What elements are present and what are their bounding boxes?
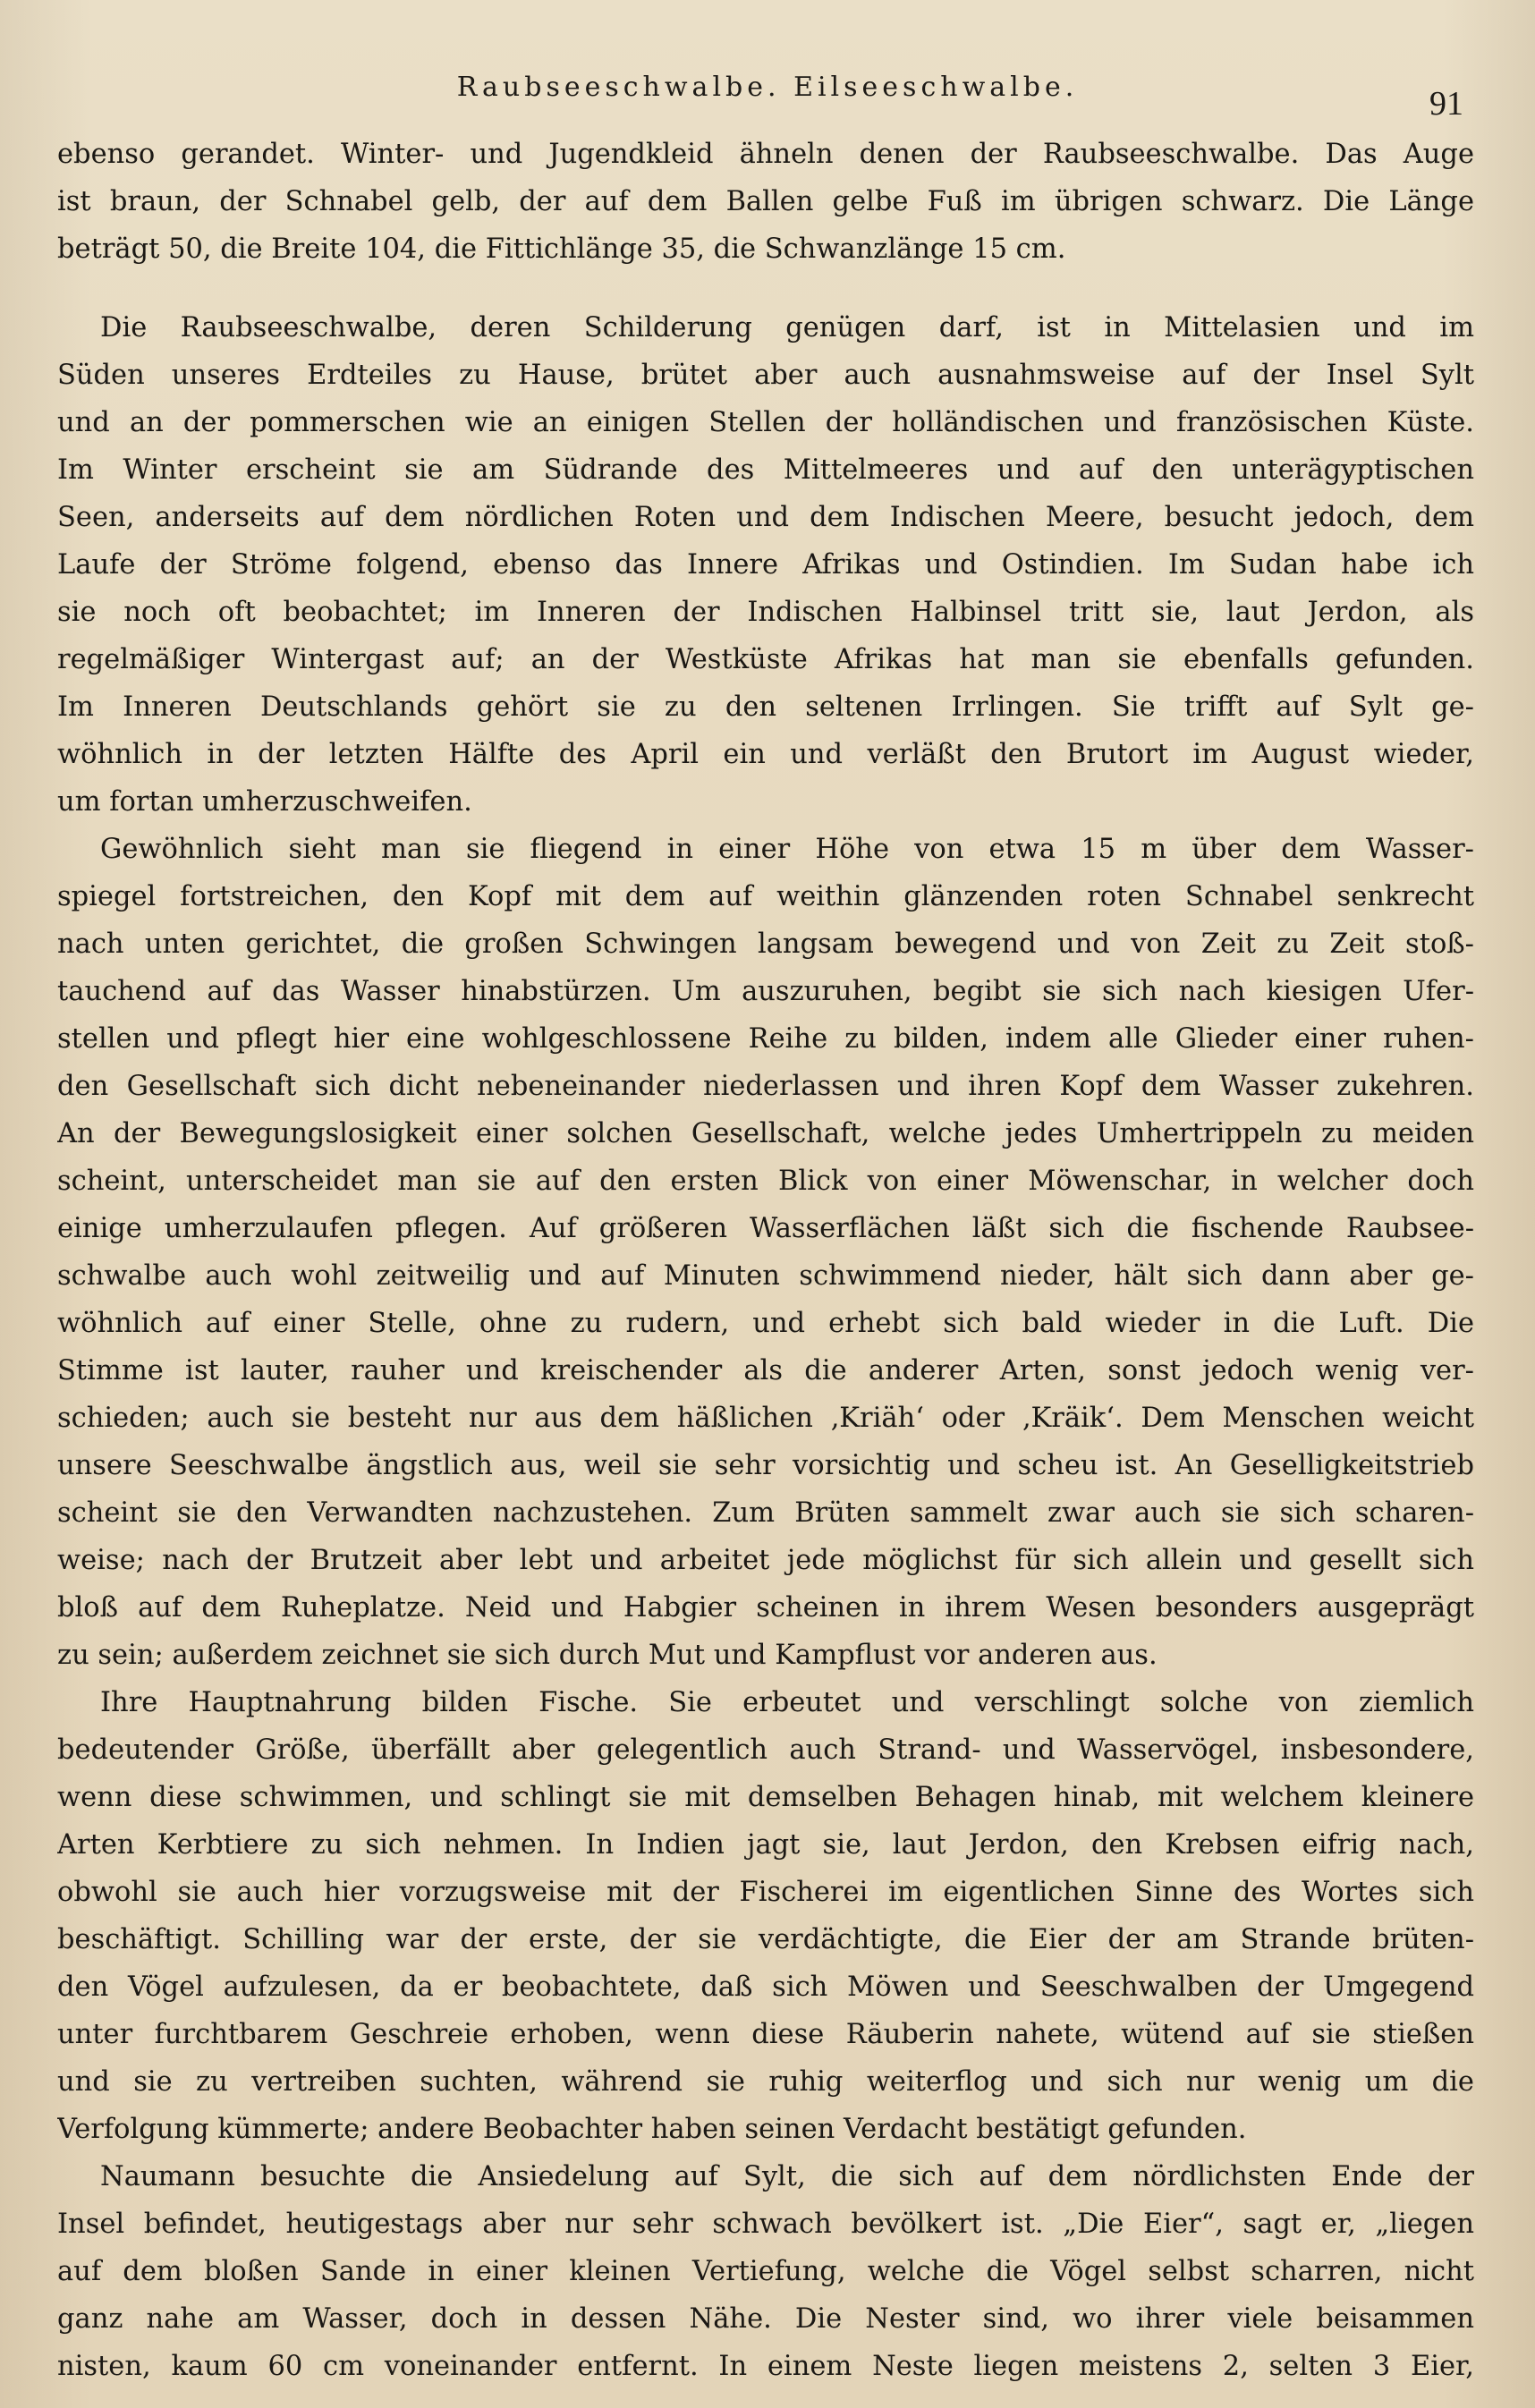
text-line: Im Winter erscheint sie am Südrande des Mittelmeeres und auf den unterägyptischen [57, 454, 1474, 486]
text-line: tauchend auf das Wasser hinabstürzen. Um auszuruhen, begibt sie sich nach kiesigen Ufer- [57, 976, 1474, 1007]
text-line: schwalbe auch wohl zeitweilig und auf Minuten schwimmend nieder, hält sich dann aber ge- [57, 1260, 1474, 1292]
body-text [57, 131, 1474, 2390]
text-line: um fortan umherzuschweifen. [57, 786, 472, 818]
text-line: bloß auf dem Ruheplatze. Neid und Habgier scheinen in ihrem Wesen besonders ausgeprägt [57, 1592, 1474, 1624]
text-line: auf dem bloßen Sande in einer kleinen Vertiefung, welche die Vögel selbst scharren, nicht [57, 2256, 1474, 2287]
text-line: Süden unseres Erdteiles zu Hause, brütet aber auch ausnahmsweise auf der Insel Sylt [57, 360, 1474, 391]
page-number: 91 [1429, 85, 1463, 123]
text-line: nach unten gerichtet, die großen Schwingen langsam bewegend und von Zeit zu Zeit stoß- [57, 928, 1474, 960]
text-line: Stimme ist lauter, rauher und kreischender als die anderer Arten, sonst jedoch wenig ver- [57, 1355, 1474, 1386]
text-line: spiegel fortstreichen, den Kopf mit dem auf weithin glänzenden roten Schnabel senkrecht [57, 881, 1474, 912]
text-line: den Gesellschaft sich dicht nebeneinander niederlassen und ihren Kopf dem Wasser zukehren. [57, 1071, 1474, 1102]
text-line: Ihre Hauptnahrung bilden Fische. Sie erbeutet und verschlingt solche von ziemlich [100, 1687, 1474, 1718]
text-line: obwohl sie auch hier vorzugsweise mit der Fischerei im eigentlichen Sinne des Wortes sich [57, 1877, 1474, 1908]
text-line: schieden; auch sie besteht nur aus dem häßlichen ‚Kriäh‘ oder ‚Kräik‘. Dem Menschen weicht [57, 1403, 1474, 1434]
text-line: Arten Kerbtiere zu sich nehmen. In Indien jagt sie, laut Jerdon, den Krebsen eifrig nach, [57, 1829, 1474, 1861]
text-line: ist braun, der Schnabel gelb, der auf dem Ballen gelbe Fuß im übrigen schwarz. Die Länge [57, 186, 1474, 217]
text-line: Verfolgung kümmerte; andere Beobachter haben seinen Verdacht bestätigt gefunden. [57, 2114, 1247, 2145]
text-line: scheint sie den Verwandten nachzustehen. Zum Brüten sammelt zwar auch sie sich scharen- [57, 1497, 1474, 1529]
text-line: stellen und pflegt hier eine wohlgeschlossene Reihe zu bilden, indem alle Glieder einer ruhen- [57, 1023, 1474, 1055]
text-line: unsere Seeschwalbe ängstlich aus, weil sie sehr vorsichtig und scheu ist. An Geselligkeitstrieb [57, 1450, 1474, 1481]
text-line: regelmäßiger Wintergast auf; an der Westküste Afrikas hat man sie ebenfalls gefunden. [57, 644, 1474, 675]
text-line: weise; nach der Brutzeit aber lebt und arbeitet jede möglichst für sich allein und gesellt sich [57, 1545, 1474, 1576]
text-line: Laufe der Ströme folgend, ebenso das Innere Afrikas und Ostindien. Im Sudan habe ich [57, 549, 1474, 581]
text-line: beträgt 50, die Breite 104, die Fittichlänge 35, die Schwanzlänge 15 cm. [57, 233, 1066, 265]
text-line: scheint, unterscheidet man sie auf den ersten Blick von einer Möwenschar, in welcher doch [57, 1166, 1474, 1197]
text-line: und sie zu vertreiben suchten, während sie ruhig weiterflog und sich nur wenig um die [57, 2066, 1474, 2098]
text-line: beschäftigt. Schilling war der erste, der sie verdächtigte, die Eier der am Strande brüten- [57, 1924, 1474, 1955]
text-line: ebenso gerandet. Winter- und Jugendkleid ähneln denen der Raubseeschwalbe. Das Auge [57, 139, 1474, 170]
text-line: wöhnlich in der letzten Hälfte des April ein und verläßt den Brutort im August wieder, [57, 739, 1474, 770]
text-line: einige umherzulaufen pflegen. Auf größeren Wasserflächen läßt sich die fischende Raubsee- [57, 1213, 1474, 1244]
text-line: An der Bewegungslosigkeit einer solchen Gesellschaft, welche jedes Umhertrippeln zu meiden [57, 1118, 1474, 1149]
text-line: bedeutender Größe, überfällt aber gelegentlich auch Strand- und Wasservögel, insbesondere, [57, 1734, 1474, 1766]
text-line: sie noch oft beobachtet; im Inneren der Indischen Halbinsel tritt sie, laut Jerdon, als [57, 597, 1474, 628]
text-line: Insel befindet, heutigestags aber nur sehr schwach bevölkert ist. „Die Eier“, sagt er, „liegen [57, 2209, 1474, 2240]
text-line: Naumann besuchte die Ansiedelung auf Sylt, die sich auf dem nördlichsten Ende der [100, 2161, 1474, 2192]
text-line: und an der pommerschen wie an einigen Stellen der holländischen und französischen Küste. [57, 407, 1474, 438]
text-line: nisten, kaum 60 cm voneinander entfernt. In einem Neste liegen meistens 2, selten 3 Eier, [57, 2351, 1474, 2382]
text-line: Seen, anderseits auf dem nördlichen Roten und dem Indischen Meere, besucht jedoch, dem [57, 502, 1474, 533]
paragraph-gap [57, 273, 1474, 304]
text-line: Im Inneren Deutschlands gehört sie zu den seltenen Irrlingen. Sie trifft auf Sylt ge- [57, 691, 1474, 723]
text-line: zu sein; außerdem zeichnet sie sich durch Mut und Kampflust vor anderen aus. [57, 1640, 1158, 1671]
text-line: Die Raubseeschwalbe, deren Schilderung genügen darf, ist in Mittelasien und im [100, 312, 1474, 343]
running-head: Raubseeschwalbe. Eilseeschwalbe. [456, 72, 1079, 103]
text-line: wenn diese schwimmen, und schlingt sie mit demselben Behagen hinab, mit welchem kleinere [57, 1782, 1474, 1813]
text-line: wöhnlich auf einer Stelle, ohne zu rudern, und erhebt sich bald wieder in die Luft. Die [57, 1308, 1474, 1339]
text-line: den Vögel aufzulesen, da er beobachtete, daß sich Möwen und Seeschwalben der Umgegend [57, 1971, 1474, 2003]
text-line: unter furchtbarem Geschreie erhoben, wenn diese Räuberin nahete, wütend auf sie stießen [57, 2019, 1474, 2050]
text-line: Gewöhnlich sieht man sie fliegend in einer Höhe von etwa 15 m über dem Wasser- [100, 834, 1474, 865]
text-line: ganz nahe am Wasser, doch in dessen Nähe. Die Nester sind, wo ihrer viele beisammen [57, 2303, 1474, 2335]
